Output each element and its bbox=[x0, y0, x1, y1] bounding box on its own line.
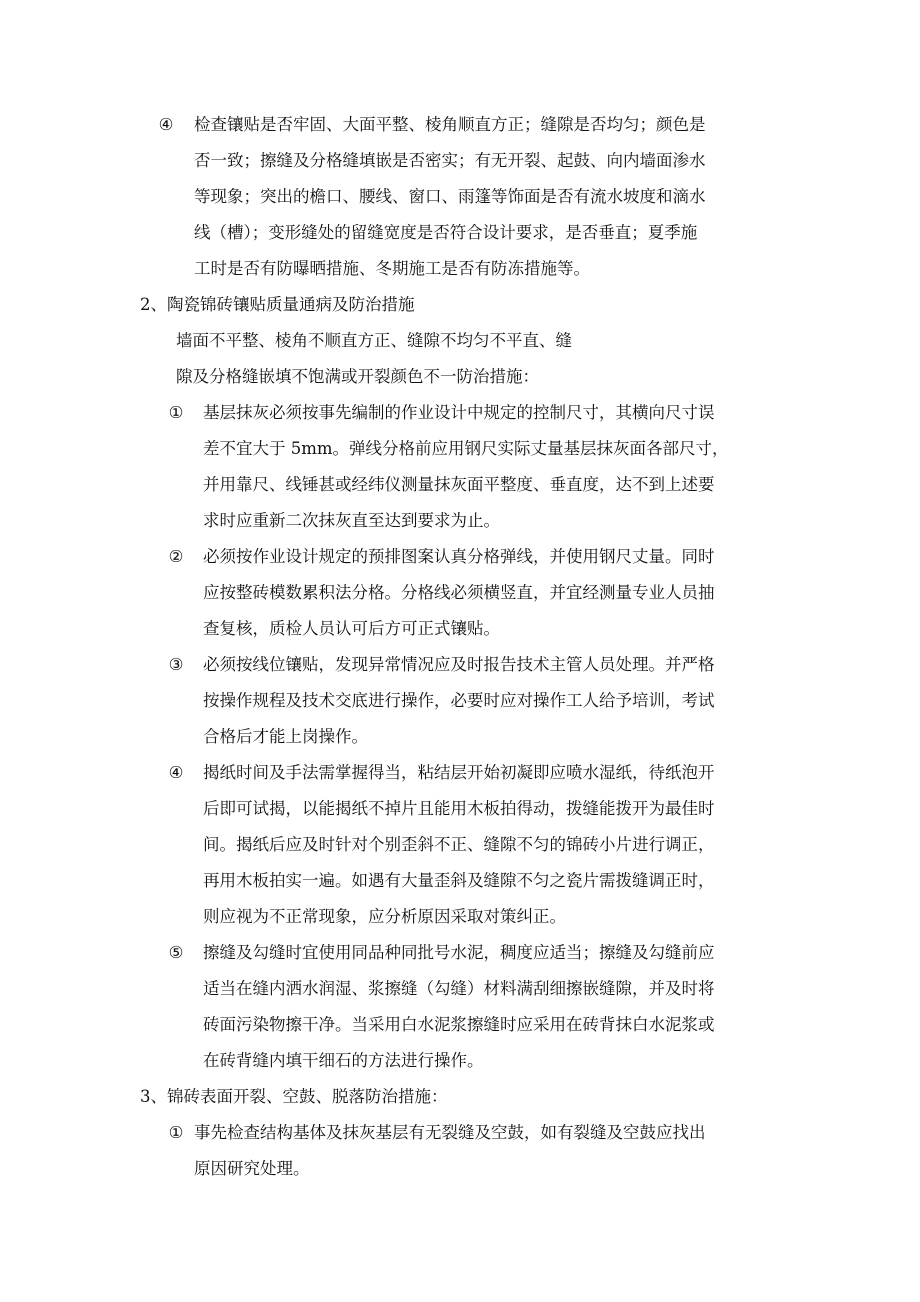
list-item-text bbox=[194, 107, 706, 287]
text-line: 在砖背缝内填干细石的方法进行操作。 bbox=[203, 1051, 484, 1070]
text-line: 基层抹灰必须按事先编制的作业设计中规定的控制尺寸，其横向尺寸误 bbox=[203, 403, 715, 422]
list-item-text bbox=[203, 935, 715, 1079]
text-line: 墙面不平整、棱角不顺直方正、缝隙不均匀不平直、缝 bbox=[176, 331, 572, 350]
item-marker: ④ bbox=[158, 115, 174, 134]
text-line: 原因研究处理。 bbox=[194, 1159, 310, 1178]
text-line: 事先检查结构基体及抹灰基层有无裂缝及空鼓，如有裂缝及空鼓应找出 bbox=[194, 1123, 706, 1142]
text-line: 隙及分格缝嵌填不饱满或开裂颜色不一防治措施： bbox=[176, 367, 539, 386]
item-marker: ⑤ bbox=[168, 943, 184, 962]
text-line: 间。揭纸后应及时针对个别歪斜不正、缝隙不匀的锦砖小片进行调正， bbox=[203, 835, 715, 854]
text-line: 必须按作业设计规定的预排图案认真分格弹线，并使用钢尺丈量。同时 bbox=[203, 547, 715, 566]
item-marker: ① bbox=[168, 403, 184, 422]
text-line: 线（槽）；变形缝处的留缝宽度是否符合设计要求，是否垂直；夏季施 bbox=[194, 223, 698, 242]
list-item-text bbox=[203, 539, 715, 647]
text-line: 擦缝及勾缝时宜使用同品种同批号水泥，稠度应适当；擦缝及勾缝前应 bbox=[203, 943, 715, 962]
text-line: 差不宜大于 5mm。弹线分格前应用钢尺实际丈量基层抹灰面各部尺寸， bbox=[203, 439, 729, 458]
text-line: 则应视为不正常现象，应分析原因采取对策纠正。 bbox=[203, 907, 566, 926]
text-line: 并用靠尺、线锤甚或经纬仪测量抹灰面平整度、垂直度，达不到上述要 bbox=[203, 475, 715, 494]
text-line: 等现象；突出的檐口、腰线、窗口、雨篷等饰面是否有流水坡度和滴水 bbox=[194, 187, 706, 206]
item-marker: ① bbox=[168, 1123, 184, 1142]
list-item-text bbox=[203, 755, 715, 935]
section-heading: 3、锦砖表面开裂、空鼓、脱落防治措施： bbox=[140, 1087, 448, 1106]
text-line: 检查镶贴是否牢固、大面平整、棱角顺直方正；缝隙是否均匀；颜色是 bbox=[194, 115, 706, 134]
section-heading: 2、陶瓷锦砖镶贴质量通病及防治措施 bbox=[140, 295, 415, 314]
item-marker: ④ bbox=[168, 763, 184, 782]
text-line: 必须按线位镶贴，发现异常情况应及时报告技术主管人员处理。并严格 bbox=[203, 655, 715, 674]
text-line: 后即可试揭，以能揭纸不掉片且能用木板拍得动，拨缝能拨开为最佳时 bbox=[203, 799, 715, 818]
list-item-text bbox=[194, 1115, 706, 1187]
text-line: 适当在缝内洒水润湿、浆擦缝（勾缝）材料满刮细擦嵌缝隙，并及时将 bbox=[203, 979, 715, 998]
text-line: 应按整砖模数累积法分格。分格线必须横竖直，并宜经测量专业人员抽 bbox=[203, 583, 715, 602]
list-item-text bbox=[203, 395, 729, 539]
text-line: 按操作规程及技术交底进行操作，必要时应对操作工人给予培训，考试 bbox=[203, 691, 715, 710]
text-line: 再用木板拍实一遍。如遇有大量歪斜及缝隙不匀之瓷片需拨缝调正时， bbox=[203, 871, 715, 890]
item-marker: ③ bbox=[168, 655, 184, 674]
item-marker: ② bbox=[168, 547, 184, 566]
subheading bbox=[176, 323, 572, 395]
text-line: 工时是否有防曝晒措施、冬期施工是否有防冻措施等。 bbox=[194, 259, 590, 278]
text-line: 求时应重新二次抹灰直至达到要求为止。 bbox=[203, 511, 500, 530]
text-line: 查复核，质检人员认可后方可正式镶贴。 bbox=[203, 619, 500, 638]
text-line: 揭纸时间及手法需掌握得当，粘结层开始初凝即应喷水湿纸，待纸泡开 bbox=[203, 763, 715, 782]
list-item-text bbox=[203, 647, 715, 755]
text-line: 合格后才能上岗操作。 bbox=[203, 727, 368, 746]
text-line: 否一致；擦缝及分格缝填嵌是否密实；有无开裂、起鼓、向内墙面渗水 bbox=[194, 151, 706, 170]
text-line: 砖面污染物擦干净。当采用白水泥浆擦缝时应采用在砖背抹白水泥浆或 bbox=[203, 1015, 715, 1034]
